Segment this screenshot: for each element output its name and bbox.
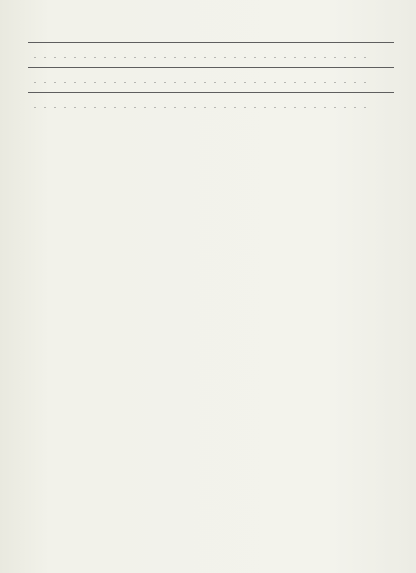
toc-section-zakonczenie — [28, 67, 394, 88]
toc-entry-mechanicy — [28, 49, 394, 63]
dot-leader — [34, 74, 368, 88]
toc-continued-block — [28, 28, 394, 36]
toc-section-mechanicy — [28, 42, 394, 63]
page-header — [6, 6, 66, 28]
dot-leader — [34, 99, 368, 113]
table-of-contents — [28, 28, 394, 117]
toc-entry-zakonczenie — [28, 74, 394, 88]
toc-entry-indeks — [28, 99, 394, 113]
dot-leader — [34, 49, 368, 63]
toc-section-indeks — [28, 92, 394, 113]
